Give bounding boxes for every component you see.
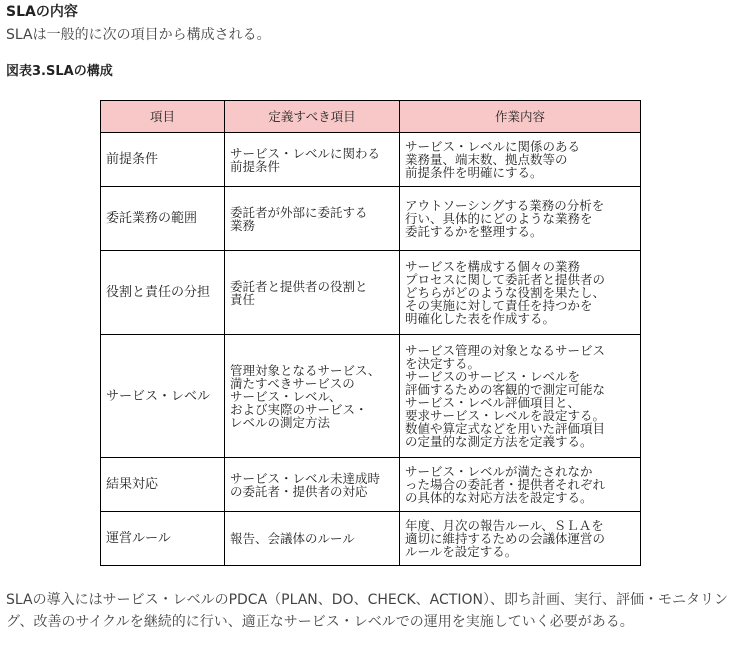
table-row <box>101 458 641 512</box>
table-row <box>101 133 641 187</box>
table-row <box>101 187 641 251</box>
sla-table <box>100 100 641 566</box>
section-heading: SLAの内容 <box>6 4 78 20</box>
cell-work: サービス・レベルが満たされなか った場合の委託者・提供者それぞれ の具体的な対応方法を設定する。 <box>400 458 641 512</box>
table-row <box>101 251 641 335</box>
figure-caption: 図表3.SLAの構成 <box>6 64 113 79</box>
cell-work: サービスを構成する個々の業務 プロセスに関して委託者と提供者の どちらがどのような役割を果たし、 その実施に対して責任を持つかを 明確化した表を作成する。 <box>400 251 641 335</box>
cell-definition: サービス・レベル未達成時 の委託者・提供者の対応 <box>225 458 400 512</box>
footer-text: SLAの導入にはサービス・レベルのPDCA（PLAN、DO、CHECK、ACTION）、即ち計画、実行、評価・モニタリング、改善のサイクルを継続的に行い、適正なサービス・レベルでの運用を実施していく必要がある。 <box>6 592 728 630</box>
cell-item: 前提条件 <box>101 133 225 187</box>
cell-item: サービス・レベル <box>101 335 225 458</box>
header-work: 作業内容 <box>400 101 641 133</box>
cell-work: アウトソーシングする業務の分析を 行い、具体的にどのような業務を 委託するかを整理する。 <box>400 187 641 251</box>
cell-definition: サービス・レベルに関わる 前提条件 <box>225 133 400 187</box>
table-header-row <box>101 101 641 133</box>
cell-work: 年度、月次の報告ルール、ＳＬＡを 適切に維持するための会議体運営の ルールを設定する。 <box>400 512 641 566</box>
cell-work: サービス・レベルに関係のある 業務量、端末数、拠点数等の 前提条件を明確にする。 <box>400 133 641 187</box>
cell-item: 役割と責任の分担 <box>101 251 225 335</box>
table-row <box>101 335 641 458</box>
cell-item: 運営ルール <box>101 512 225 566</box>
cell-work: サービス管理の対象となるサービス を決定する。 サービスのサービス・レベルを 評価するための客観的で測定可能な サービス・レベル評価項目と、 要求サービス・レベルを設定する。 数値や算定式などを用いた評価項目 の定量的な測定方法を定義する。 <box>400 335 641 458</box>
cell-definition: 報告、会議体のルール <box>225 512 400 566</box>
cell-item: 結果対応 <box>101 458 225 512</box>
cell-item: 委託業務の範囲 <box>101 187 225 251</box>
table-body <box>101 133 641 566</box>
intro-text: SLAは一般的に次の項目から構成される。 <box>6 27 271 43</box>
cell-definition: 委託者が外部に委託する 業務 <box>225 187 400 251</box>
cell-definition: 管理対象となるサービス、 満たすべきサービスの サービス・レベル、 および実際のサービス・ レベルの測定方法 <box>225 335 400 458</box>
cell-definition: 委託者と提供者の役割と 責任 <box>225 251 400 335</box>
header-definition: 定義すべき項目 <box>225 101 400 133</box>
table-row <box>101 512 641 566</box>
header-item: 項目 <box>101 101 225 133</box>
